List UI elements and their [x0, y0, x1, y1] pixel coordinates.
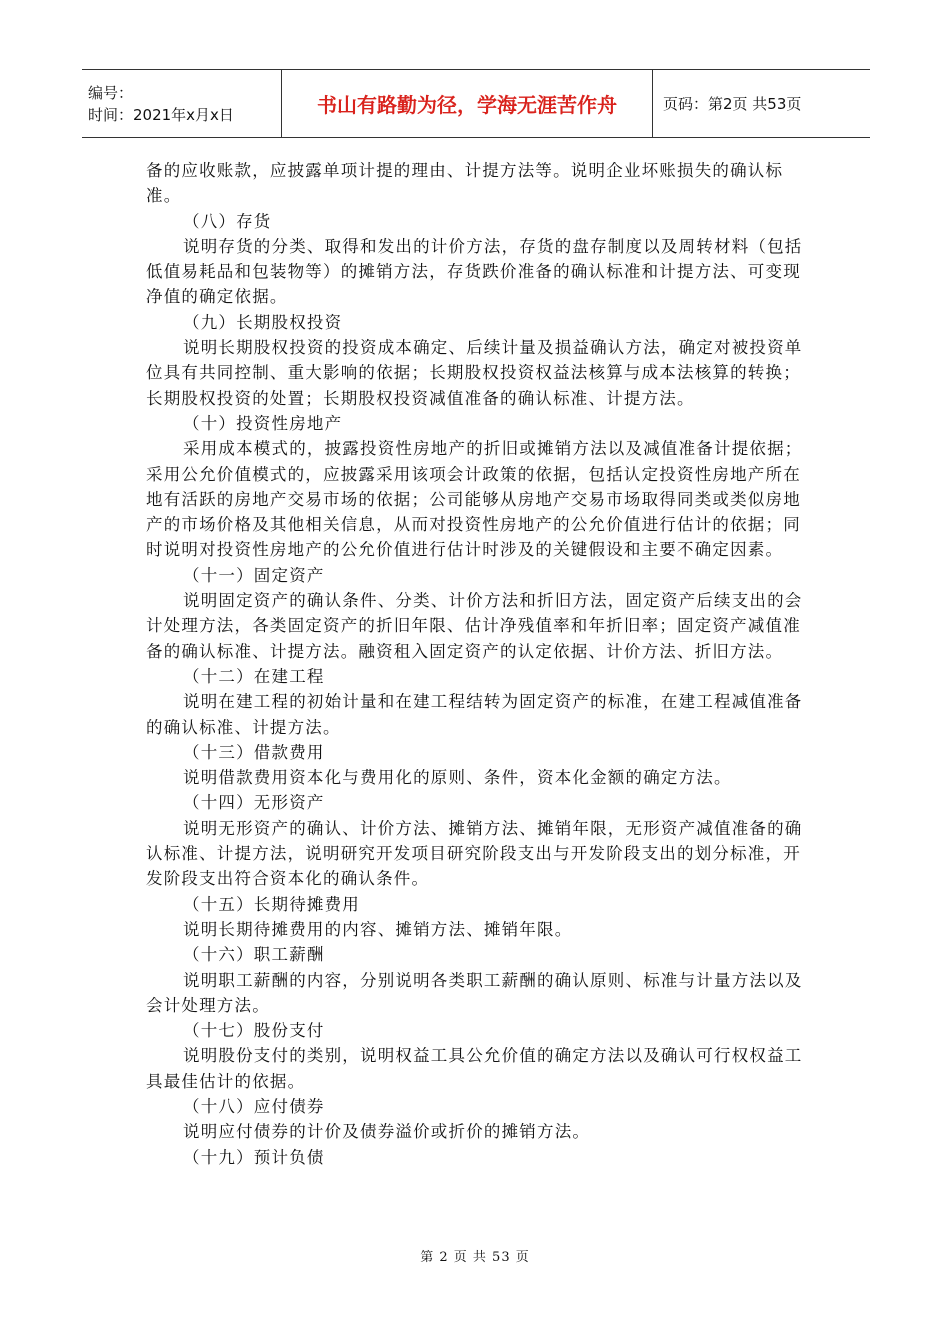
- section-heading: （十一）固定资产: [183, 565, 325, 585]
- paragraph: 说明借款费用资本化与费用化的原则、条件，资本化金额的确定方法。: [183, 768, 732, 788]
- section-heading: （十四）无形资产: [183, 793, 325, 813]
- paragraph: 说明职工薪酬的内容，分别说明各类职工薪酬的确认原则、标准与计量方法以及会计处理方法。: [146, 970, 803, 1015]
- page-footer: 第 2 页 共 53 页: [420, 1250, 530, 1265]
- paragraph: 采用成本模式的，披露投资性房地产的折旧或摊销方法以及减值准备计提依据；采用公允价值模式的，应披露采用该项会计政策的依据，包括认定投资性房地产所在地有活跃的房地产交易市场的依据；公司能够从房地产交易市场取得同类或类似房地产的市场价格及其他相关信息，从而对投资性房地产的公允价值进行估计的依据；同时说明对投资性房地产的公允价值进行估计时涉及的关键假设和主要不确定因素。: [146, 439, 803, 560]
- document-number-label: 编号：: [88, 83, 134, 102]
- section-heading: （十九）预计负债: [183, 1147, 325, 1167]
- section-heading: （八）存货: [183, 211, 272, 231]
- section-heading: （十八）应付债券: [183, 1096, 325, 1116]
- document-body: [146, 158, 808, 1170]
- section-heading: （十七）股份支付: [183, 1021, 325, 1041]
- paragraph: 说明无形资产的确认、计价方法、摊销方法、摊销年限，无形资产减值准备的确认标准、计提方法，说明研究开发项目研究阶段支出与开发阶段支出的划分标准，开发阶段支出符合资本化的确认条件。: [146, 818, 803, 889]
- section-heading: （十三）借款费用: [183, 742, 325, 762]
- paragraph: 说明应付债券的计价及债券溢价或折价的摊销方法。: [183, 1122, 591, 1142]
- paragraph: 说明在建工程的初始计量和在建工程结转为固定资产的标准，在建工程减值准备的确认标准、计提方法。: [146, 692, 803, 737]
- paragraph: 说明固定资产的确认条件、分类、计价方法和折旧方法，固定资产后续支出的会计处理方法，各类固定资产的折旧年限、估计净残值率和年折旧率；固定资产减值准备的确认标准、计提方法。融资租入固定资产的认定依据、计价方法、折旧方法。: [146, 591, 803, 661]
- paragraph: 备的应收账款，应披露单项计提的理由、计提方法等。说明企业坏账损失的确认标准。: [146, 161, 784, 206]
- paragraph: 说明长期股权投资的投资成本确定、后续计量及损益确认方法，确定对被投资单位具有共同控制、重大影响的依据；长期股权投资权益法核算与成本法核算的转换；长期股权投资的处置；长期股权投资减值准备的确认标准、计提方法。: [146, 338, 803, 408]
- page-header: [82, 69, 870, 138]
- header-page-info: 页码：第2页 共53页: [663, 95, 802, 113]
- header-meta: [82, 70, 282, 137]
- section-heading: （十）投资性房地产: [183, 413, 343, 433]
- paragraph: 说明股份支付的类别，说明权益工具公允价值的确定方法以及确认可行权权益工具最佳估计的依据。: [146, 1046, 803, 1091]
- document-time-label: 时间：2021年x月x日: [88, 105, 234, 124]
- paragraph: 说明长期待摊费用的内容、摊销方法、摊销年限。: [183, 919, 573, 939]
- paragraph: 说明存货的分类、取得和发出的计价方法，存货的盘存制度以及周转材料（包括低值易耗品和包装物等）的摊销方法，存货跌价准备的确认标准和计提方法、可变现净值的确定依据。: [146, 236, 803, 307]
- section-heading: （九）长期股权投资: [183, 312, 343, 332]
- section-heading: （十五）长期待摊费用: [183, 894, 360, 914]
- section-heading: （十二）在建工程: [183, 666, 325, 686]
- section-heading: （十六）职工薪酬: [183, 945, 325, 965]
- header-motto: 书山有路勤为径，学海无涯苦作舟: [282, 70, 653, 137]
